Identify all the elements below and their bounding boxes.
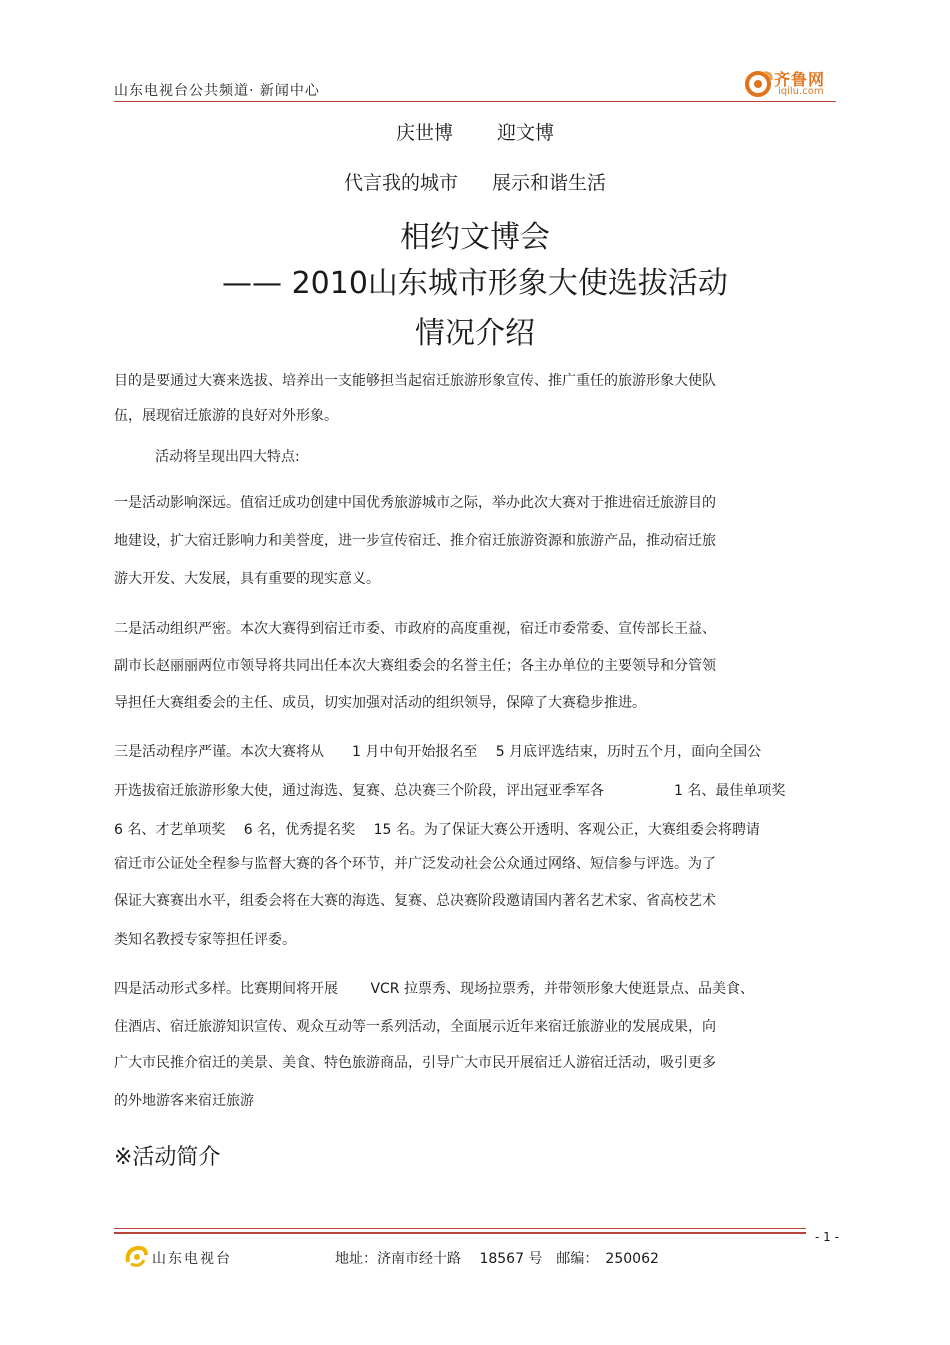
footer-address: 地址：济南市经十路 18567 号 邮编： 250062 — [335, 1251, 659, 1267]
intro-line: 伍，展现宿迁旅游的良好对外形象。 — [114, 408, 338, 424]
footer-logo-text: 山东电视台 — [152, 1251, 232, 1267]
paragraph-line: 开选拔宿迁旅游形象大使，通过海选、复赛、总决赛三个阶段，评出冠亚季军各 1 名、最佳单项奖 — [114, 783, 786, 799]
slogan-line-2 — [0, 168, 950, 195]
features-intro: 活动将呈现出四大特点: — [155, 449, 300, 465]
paragraph-line: 广大市民推介宿迁的美景、美食、特色旅游商品，引导广大市民开展宿迁人游宿迁活动，吸引更多 — [114, 1055, 716, 1071]
header-channel-text: 山东电视台公共频道· 新闻中心 — [114, 83, 320, 99]
sdtv-logo — [122, 1238, 242, 1274]
paragraph-line: 宿迁市公证处全程参与监督大赛的各个环节，并广泛发动社会公众通过网络、短信参与评选。为了 — [114, 856, 716, 872]
sdtv-swirl-icon — [122, 1240, 152, 1270]
paragraph-line: 住酒店、宿迁旅游知识宣传、观众互动等一系列活动，全面展示近年来宿迁旅游业的发展成果，向 — [114, 1019, 716, 1035]
paragraph-line: 一是活动影响深远。值宿迁成功创建中国优秀旅游城市之际，举办此次大赛对于推进宿迁旅游目的 — [114, 495, 716, 511]
slogan-line-1 — [0, 118, 950, 145]
page-number: - 1 - — [815, 1230, 839, 1244]
slogan-2a: 代言我的城市 — [343, 172, 458, 194]
paragraph-line: 6 名、才艺单项奖 6 名，优秀提名奖 15 名。为了保证大赛公开透明、客观公正，大赛组委会将聘请 — [114, 822, 760, 838]
paragraph-line: 四是活动形式多样。比赛期间将开展 VCR 拉票秀、现场拉票秀，并带领形象大使逛景点、品美食、 — [114, 981, 754, 997]
title-line-2: —— 2010山东城市形象大使选拔活动 — [222, 266, 728, 301]
iqilu-logo — [744, 66, 836, 100]
title-line-3: 情况介绍 — [415, 316, 535, 351]
slogan-2b: 展示和谐生活 — [492, 172, 607, 194]
intro-line: 目的是要通过大赛来选拔、培养出一支能够担当起宿迁旅游形象宣传、推广重任的旅游形象大使队 — [114, 373, 716, 389]
paragraph-line: 保证大赛赛出水平，组委会将在大赛的海选、复赛、总决赛阶段邀请国内著名艺术家、省高校艺术 — [114, 893, 716, 909]
iqilu-swirl-icon — [744, 68, 774, 98]
title-line-1: 相约文博会 — [400, 220, 550, 255]
footer-rule-top — [114, 1228, 806, 1229]
logo-en-text: iqilu.com — [778, 86, 824, 97]
slogan-1a: 庆世博 — [395, 122, 453, 144]
paragraph-line: 类知名教授专家等担任评委。 — [114, 932, 296, 948]
slogan-1b: 迎文博 — [497, 122, 555, 144]
paragraph-line: 的外地游客来宿迁旅游 — [114, 1093, 254, 1109]
logo-cn-text: 齐鲁网 — [774, 70, 826, 89]
paragraph-line: 地建设，扩大宿迁影响力和美誉度，进一步宣传宿迁、推介宿迁旅游资源和旅游产品，推动宿迁旅 — [114, 533, 716, 549]
section-heading: ※活动简介 — [114, 1145, 221, 1170]
paragraph-line: 二是活动组织严密。本次大赛得到宿迁市委、市政府的高度重视，宿迁市委常委、宣传部长王益、 — [114, 621, 716, 637]
footer-rule-bottom — [114, 1232, 806, 1234]
paragraph-line: 导担任大赛组委会的主任、成员，切实加强对活动的组织领导，保障了大赛稳步推进。 — [114, 695, 646, 711]
header-rule — [114, 101, 836, 102]
paragraph-line: 三是活动程序严谨。本次大赛将从 1 月中旬开始报名至 5 月底评选结束，历时五个月，面向全国公 — [114, 744, 762, 760]
paragraph-line: 副市长赵丽丽两位市领导将共同出任本次大赛组委会的名誉主任；各主办单位的主要领导和分管领 — [114, 658, 716, 674]
paragraph-line: 游大开发、大发展，具有重要的现实意义。 — [114, 571, 380, 587]
